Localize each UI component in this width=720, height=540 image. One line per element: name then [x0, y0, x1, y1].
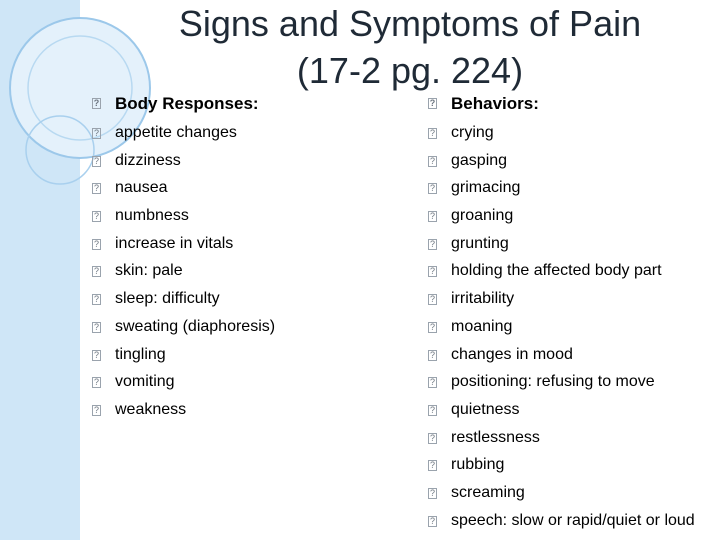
bullet-icon: ? — [93, 294, 99, 305]
list-item: ? moaning — [429, 317, 513, 335]
bullet-icon: ? — [429, 377, 435, 388]
bullet-icon: ? — [93, 155, 99, 166]
bullet-icon: ? — [429, 404, 435, 415]
list-item: ? numbness — [93, 207, 189, 225]
list-item: ? screaming — [429, 483, 525, 501]
bullet-icon: ? — [429, 515, 435, 526]
page-title — [80, 0, 720, 94]
list-item: ? sleep: difficulty — [93, 290, 220, 308]
list-item: ? appetite changes — [93, 124, 237, 141]
list-item: ? changes in mood — [429, 345, 573, 363]
bullet-icon: ? — [429, 238, 435, 249]
bullet-icon: ? — [429, 321, 435, 332]
list-item: ? weakness — [93, 400, 187, 418]
list-item: ? tingling — [93, 345, 166, 363]
bullet-icon: ? — [429, 183, 435, 194]
behaviors-list — [428, 92, 720, 530]
list-item: ? increase in vitals — [93, 234, 234, 252]
list-item: ? grunting — [429, 234, 509, 252]
list-item: ? dizziness — [93, 151, 181, 169]
body-responses-heading: ? Body Responses: — [93, 94, 259, 113]
list-item: ? restlessness — [429, 428, 540, 446]
bullet-icon: ? — [93, 321, 99, 332]
bullet-icon: ? — [93, 183, 99, 194]
list-item: ? speech: slow or rapid/quiet or loud — [429, 511, 695, 529]
bullet-icon: ? — [429, 155, 435, 166]
bullet-icon: ? — [429, 432, 435, 443]
body-responses-list — [92, 92, 392, 429]
list-item: ? skin: pale — [93, 262, 183, 280]
title-line-1: Signs and Symptoms of Pain — [178, 3, 642, 44]
bullet-icon: ? — [93, 266, 99, 277]
list-item: ? positioning: refusing to move — [429, 373, 655, 391]
list-item: ? quietness — [429, 400, 520, 418]
bullet-icon: ? — [429, 98, 436, 108]
behaviors-heading: ? Behaviors: — [429, 94, 539, 113]
title-line-2: (17-2 pg. 224) — [296, 50, 524, 91]
bullet-icon: ? — [429, 266, 435, 277]
list-item: ? grimacing — [429, 179, 521, 197]
bullet-icon: ? — [429, 294, 435, 305]
bullet-icon: ? — [93, 128, 99, 138]
list-item: ? vomiting — [93, 373, 175, 391]
bullet-icon: ? — [93, 238, 99, 249]
bullet-icon: ? — [93, 98, 100, 108]
bullet-icon: ? — [93, 349, 99, 360]
bullet-icon: ? — [429, 349, 435, 360]
list-item: ? sweating (diaphoresis) — [93, 317, 276, 335]
bullet-icon: ? — [429, 460, 435, 471]
bullet-icon: ? — [429, 128, 435, 138]
list-item: ? rubbing — [429, 456, 505, 474]
list-item: ? groaning — [429, 207, 514, 225]
bullet-icon: ? — [93, 211, 99, 222]
bullet-icon: ? — [93, 404, 99, 415]
list-item: ? nausea — [93, 179, 168, 197]
bullet-icon: ? — [93, 377, 99, 388]
list-item: ? irritability — [429, 290, 515, 308]
list-item: ? holding the affected body part — [429, 262, 662, 280]
list-item: ? crying — [429, 124, 494, 141]
list-item: ? gasping — [429, 151, 508, 169]
bullet-icon: ? — [429, 211, 435, 222]
bullet-icon: ? — [429, 487, 435, 498]
